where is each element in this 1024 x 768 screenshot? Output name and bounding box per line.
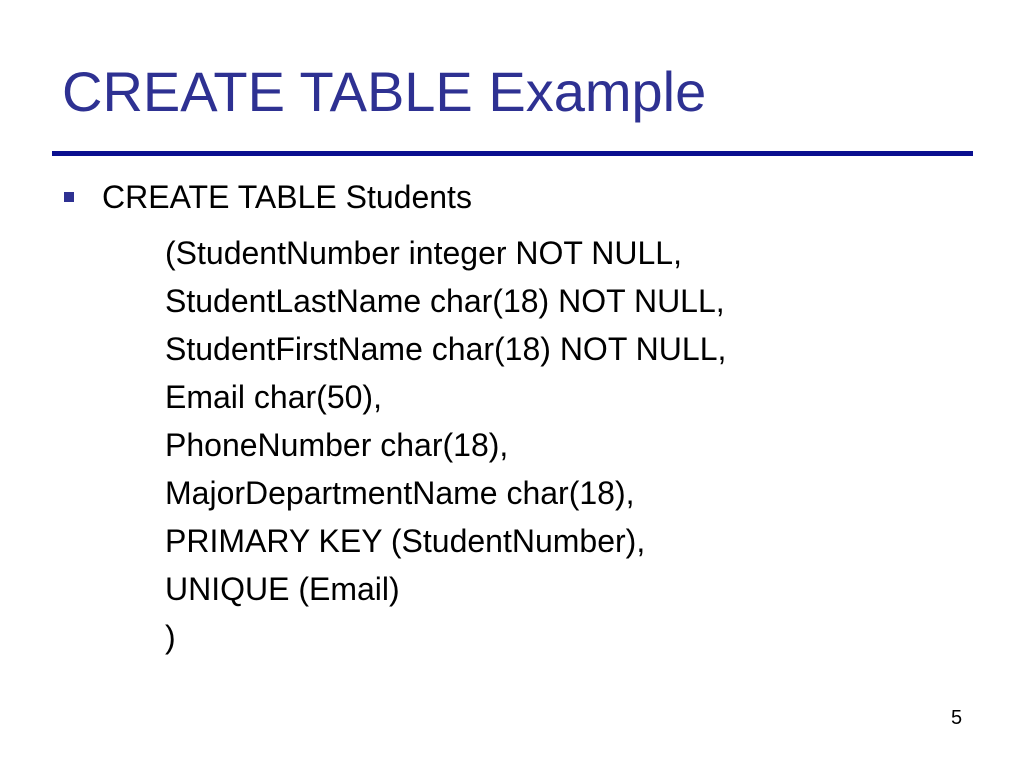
sql-line: (StudentNumber integer NOT NULL, [165, 235, 682, 271]
square-bullet-icon [64, 192, 74, 202]
sql-line: MajorDepartmentName char(18), [165, 475, 635, 511]
bullet-lead-text: CREATE TABLE Students [102, 179, 472, 215]
sql-line: StudentLastName char(18) NOT NULL, [165, 283, 725, 319]
title-divider [52, 151, 973, 156]
sql-line: PRIMARY KEY (StudentNumber), [165, 523, 646, 559]
sql-code-block [165, 229, 726, 661]
slide-title: CREATE TABLE Example [62, 60, 707, 123]
sql-line: ) [165, 619, 176, 655]
sql-line: UNIQUE (Email) [165, 571, 400, 607]
sql-line: Email char(50), [165, 379, 382, 415]
sql-line: StudentFirstName char(18) NOT NULL, [165, 331, 727, 367]
page-number: 5 [951, 707, 963, 729]
sql-line: PhoneNumber char(18), [165, 427, 509, 463]
